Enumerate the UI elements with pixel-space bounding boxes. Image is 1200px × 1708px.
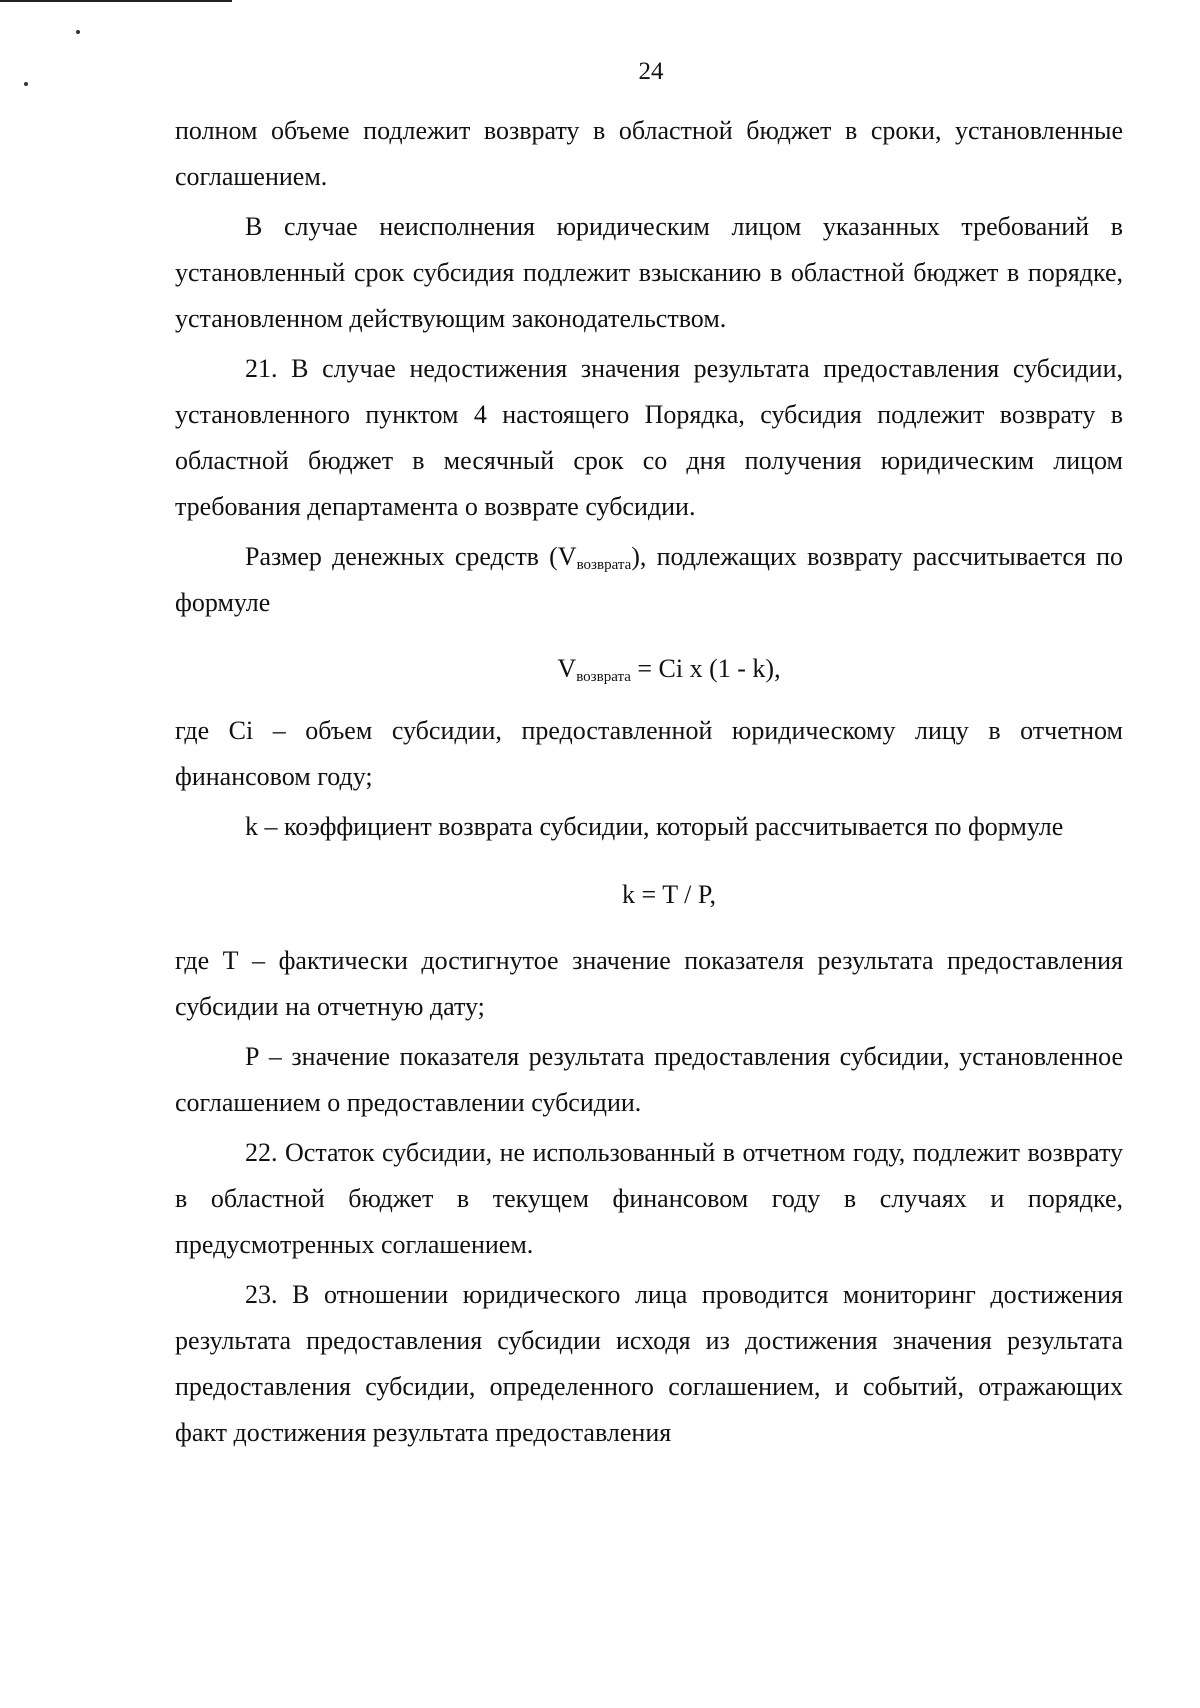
paragraph-p-definition: Р – значение показателя результата предоставления субсидии, установленное соглашением о предоставлении субсидии. xyxy=(175,1042,1123,1117)
paragraph-23: 23. В отношении юридического лица проводится мониторинг достижения результата предоставления субсидии исходя из достижения значения результата предоставления субсидии, определенного соглашением, и событий, отражающих факт достижения результата предоставления xyxy=(175,1280,1123,1447)
paragraph-refund-amount xyxy=(175,534,1123,626)
formula-refund-v: V xyxy=(557,654,577,683)
paragraph-continuation: полном объеме подлежит возврату в областной бюджет в сроки, установленные соглашением. xyxy=(175,116,1123,191)
paragraph-ci-definition: где Ci – объем субсидии, предоставленной юридическому лицу в отчетном финансовом году; xyxy=(175,716,1123,791)
formula-coefficient: k = T / P, xyxy=(622,880,716,909)
refund-amount-text-end: ), подлежащих возврату рассчитывается по формуле xyxy=(175,542,1123,617)
scan-speck xyxy=(76,30,80,34)
document-body xyxy=(175,108,1123,1456)
paragraph-22: 22. Остаток субсидии, не использованный в отчетном году, подлежит возврату в областной бюджет в текущем финансовом году в случаях и порядке, предусмотренных соглашением. xyxy=(175,1138,1123,1259)
formula-refund-rest: = Ci x (1 - k), xyxy=(630,654,781,683)
formula-refund-subscript: возврата xyxy=(576,669,631,685)
page-number: 24 xyxy=(638,58,664,85)
refund-amount-text-start: Размер денежных средств (V xyxy=(245,542,577,571)
paragraph-non-fulfillment: В случае неисполнения юридическим лицом указанных требований в установленный срок субсидия подлежит взысканию в областной бюджет в порядке, установленном действующим законодательством. xyxy=(175,212,1123,333)
paragraph-21: 21. В случае недостижения значения результата предоставления субсидии, установленного пунктом 4 настоящего Порядка, субсидия подлежит возврату в областной бюджет в месячный срок со дня получения юридическим лицом требования департамента о возврате субсидии. xyxy=(175,354,1123,521)
paragraph-t-definition: где Т – фактически достигнутое значение показателя результата предоставления субсидии на отчетную дату; xyxy=(175,946,1123,1021)
refund-amount-subscript: возврата xyxy=(576,557,632,573)
formula-refund xyxy=(175,646,1123,692)
scan-edge-line xyxy=(0,0,232,2)
paragraph-k-definition: k – коэффициент возврата субсидии, который рассчитывается по формуле xyxy=(245,812,1064,841)
